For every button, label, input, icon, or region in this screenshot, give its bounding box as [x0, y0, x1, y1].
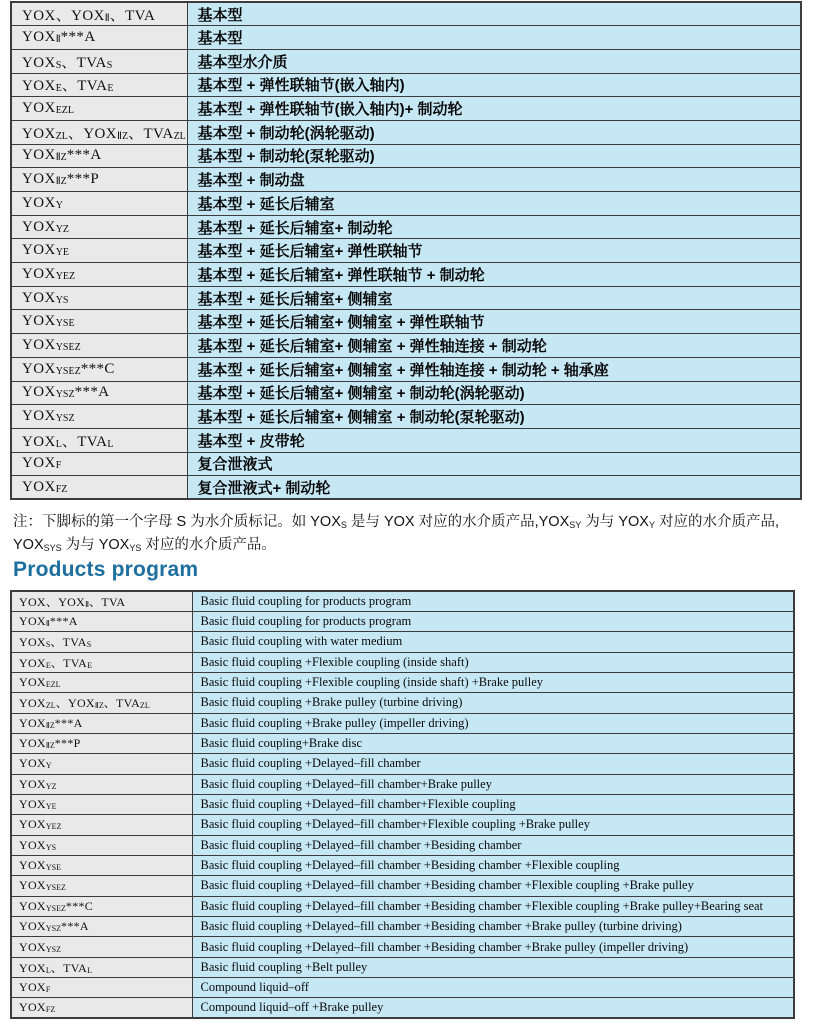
- model-cell: $YOX_F$: [11, 452, 187, 476]
- description-cell: 基本型 + 延长后辅室+ 侧辅室 + 弹性轴连接 + 制动轮: [187, 334, 801, 358]
- table-row: [11, 26, 801, 50]
- model-cell: $YOX_{ⅡZ}***P$: [11, 733, 192, 753]
- model-cell: $YOX_{YSE}$: [11, 855, 192, 875]
- description-cell: 基本型 + 延长后辅室+ 侧辅室 + 制动轮(涡轮驱动): [187, 381, 801, 405]
- table-row: [11, 476, 801, 500]
- model-cell: $YOX_{FZ}$: [11, 476, 187, 500]
- description-cell: Basic fluid coupling +Delayed–fill chamber +Besiding chamber +Brake pulley (impeller driving): [192, 937, 794, 957]
- description-cell: Basic fluid coupling with water medium: [192, 632, 794, 652]
- model-cell: $YOX_{YSEZ}***C$: [11, 896, 192, 916]
- model-cell: $YOX_{ⅡZ}***P$: [11, 168, 187, 192]
- description-cell: 基本型 + 延长后辅室+ 弹性联轴节: [187, 239, 801, 263]
- model-cell: $YOX_Y$: [11, 192, 187, 216]
- products-table-english-body: [11, 591, 794, 1018]
- model-cell: $YOX_{EZL}$: [11, 97, 187, 121]
- description-cell: Basic fluid coupling +Delayed–fill chamber +Besiding chamber +Flexible coupling +Brake pulley: [192, 876, 794, 896]
- description-cell: 基本型 + 延长后辅室+ 制动轮: [187, 215, 801, 239]
- model-cell: YOX、$YOX_Ⅱ$、TVA: [11, 2, 187, 26]
- table-row: [11, 917, 794, 937]
- description-cell: 基本型 + 延长后辅室+ 侧辅室: [187, 286, 801, 310]
- description-cell: 基本型 + 延长后辅室: [187, 192, 801, 216]
- model-cell: $YOX_{YEZ}$: [11, 815, 192, 835]
- model-cell: $YOX_{YSZ}***A$: [11, 381, 187, 405]
- table-row: [11, 381, 801, 405]
- description-cell: Basic fluid coupling +Belt pulley: [192, 957, 794, 977]
- table-row: [11, 215, 801, 239]
- description-cell: 基本型 + 延长后辅室+ 侧辅室 + 弹性联轴节: [187, 310, 801, 334]
- table-row: [11, 835, 794, 855]
- description-cell: 基本型 + 延长后辅室+ 侧辅室 + 弹性轴连接 + 制动轮 + 轴承座: [187, 357, 801, 381]
- table-row: [11, 73, 801, 97]
- table-row: [11, 334, 801, 358]
- description-cell: 基本型 + 延长后辅室+ 弹性联轴节 + 制动轮: [187, 263, 801, 287]
- table-row: [11, 120, 801, 144]
- products-table-chinese-body: [11, 2, 801, 499]
- table-row: [11, 998, 794, 1018]
- description-cell: Basic fluid coupling+Brake disc: [192, 733, 794, 753]
- description-cell: Basic fluid coupling +Delayed–fill chamber+Flexible coupling: [192, 794, 794, 814]
- description-cell: 基本型 + 制动盘: [187, 168, 801, 192]
- table-row: [11, 815, 794, 835]
- products-program-heading: Products program: [13, 558, 199, 581]
- model-cell: $YOX_{FZ}$: [11, 998, 192, 1018]
- table-row: [11, 192, 801, 216]
- description-cell: Basic fluid coupling +Delayed–fill chamber +Besiding chamber +Flexible coupling: [192, 855, 794, 875]
- products-table-english: [10, 590, 795, 1019]
- model-cell: $YOX_{ZL}$、$YOX_{ⅡZ}$、$TVA_{ZL}$: [11, 120, 187, 144]
- description-cell: Basic fluid coupling +Delayed–fill chamber +Besiding chamber +Brake pulley (turbine driving): [192, 917, 794, 937]
- model-cell: $YOX_{YE}$: [11, 794, 192, 814]
- products-table-chinese: [10, 1, 802, 500]
- table-row: [11, 97, 801, 121]
- table-row: [11, 452, 801, 476]
- model-cell: $YOX_{YEZ}$: [11, 263, 187, 287]
- table-row: [11, 2, 801, 26]
- model-cell: $YOX_{YSZ}***A$: [11, 917, 192, 937]
- table-row: [11, 632, 794, 652]
- description-cell: Compound liquid–off +Brake pulley: [192, 998, 794, 1018]
- description-cell: Basic fluid coupling for products program: [192, 611, 794, 631]
- model-cell: $YOX_{ⅡZ}***A$: [11, 144, 187, 168]
- description-cell: 基本型 + 弹性联轴节(嵌入轴内): [187, 73, 801, 97]
- table-row: [11, 937, 794, 957]
- table-row: [11, 713, 794, 733]
- table-row: [11, 591, 794, 611]
- model-cell: $YOX_{YSZ}$: [11, 937, 192, 957]
- description-cell: 基本型 + 制动轮(泵轮驱动): [187, 144, 801, 168]
- model-cell: $YOX_S$、$TVA_S$: [11, 632, 192, 652]
- description-cell: Basic fluid coupling +Flexible coupling (inside shaft) +Brake pulley: [192, 672, 794, 692]
- description-cell: 基本型 + 延长后辅室+ 侧辅室 + 制动轮(泵轮驱动): [187, 405, 801, 429]
- table-row: [11, 855, 794, 875]
- table-row: [11, 896, 794, 916]
- table-row: [11, 286, 801, 310]
- table-row: [11, 168, 801, 192]
- table-row: [11, 310, 801, 334]
- model-cell: $YOX_{ⅡZ}***A$: [11, 713, 192, 733]
- model-cell: $YOX_L$、$TVA_L$: [11, 957, 192, 977]
- description-cell: Basic fluid coupling +Brake pulley (impeller driving): [192, 713, 794, 733]
- description-cell: 基本型 + 制动轮(涡轮驱动): [187, 120, 801, 144]
- table-row: [11, 263, 801, 287]
- description-cell: Basic fluid coupling +Delayed–fill chamber +Besiding chamber: [192, 835, 794, 855]
- table-row: [11, 144, 801, 168]
- description-cell: Compound liquid–off: [192, 978, 794, 998]
- model-cell: $YOX_S$、$TVA_S$: [11, 49, 187, 73]
- model-cell: $YOX_{YS}$: [11, 835, 192, 855]
- model-cell: $YOX_{YS}$: [11, 286, 187, 310]
- model-cell: $YOX_{YSEZ}$: [11, 334, 187, 358]
- description-cell: Basic fluid coupling +Delayed–fill chamber+Flexible coupling +Brake pulley: [192, 815, 794, 835]
- description-cell: Basic fluid coupling +Delayed–fill chamber +Besiding chamber +Flexible coupling +Brake pulley+Bearing seat: [192, 896, 794, 916]
- description-cell: 基本型 + 弹性联轴节(嵌入轴内)+ 制动轮: [187, 97, 801, 121]
- model-cell: $YOX_{YZ}$: [11, 774, 192, 794]
- table-row: [11, 774, 794, 794]
- table-row: [11, 978, 794, 998]
- description-cell: Basic fluid coupling for products program: [192, 591, 794, 611]
- description-cell: 基本型水介质: [187, 49, 801, 73]
- note-text: [13, 511, 805, 558]
- model-cell: $YOX_Ⅱ***A$: [11, 26, 187, 50]
- model-cell: $YOX_L$、$TVA_L$: [11, 428, 187, 452]
- table-row: [11, 876, 794, 896]
- description-cell: 基本型: [187, 26, 801, 50]
- model-cell: $YOX_Ⅱ***A$: [11, 611, 192, 631]
- table-row: [11, 672, 794, 692]
- note-line: 注：下脚标的第一个字母 S 为水介质标记。如 $YOX_S$ 是与 YOX 对应的水介质产品$,YOX_{SY}$ 为与 $YOX_Y$ 对应的水介质产品,: [13, 514, 780, 530]
- table-row: [11, 754, 794, 774]
- table-row: [11, 611, 794, 631]
- description-cell: Basic fluid coupling +Delayed–fill chamber+Brake pulley: [192, 774, 794, 794]
- model-cell: $YOX_{YSZ}$: [11, 405, 187, 429]
- table-row: [11, 693, 794, 713]
- description-cell: 复合泄液式: [187, 452, 801, 476]
- model-cell: $YOX_E$、$TVA_E$: [11, 73, 187, 97]
- description-cell: Basic fluid coupling +Delayed–fill chamber: [192, 754, 794, 774]
- description-cell: Basic fluid coupling +Brake pulley (turbine driving): [192, 693, 794, 713]
- table-row: [11, 428, 801, 452]
- model-cell: $YOX_Y$: [11, 754, 192, 774]
- table-row: [11, 239, 801, 263]
- table-row: [11, 357, 801, 381]
- table-row: [11, 957, 794, 977]
- model-cell: $YOX_F$: [11, 978, 192, 998]
- model-cell: $YOX_{YZ}$: [11, 215, 187, 239]
- table-row: [11, 652, 794, 672]
- description-cell: 基本型: [187, 2, 801, 26]
- model-cell: $YOX_{YE}$: [11, 239, 187, 263]
- model-cell: $YOX_E$、$TVA_E$: [11, 652, 192, 672]
- model-cell: $YOX_{YSE}$: [11, 310, 187, 334]
- table-row: [11, 733, 794, 753]
- description-cell: Basic fluid coupling +Flexible coupling (inside shaft): [192, 652, 794, 672]
- description-cell: 复合泄液式+ 制动轮: [187, 476, 801, 500]
- table-row: [11, 49, 801, 73]
- table-row: [11, 405, 801, 429]
- note-line: $YOX_{SYS}$ 为与 $YOX_{YS}$ 对应的水介质产品。: [13, 537, 276, 554]
- model-cell: $YOX_{YSEZ}***C$: [11, 357, 187, 381]
- model-cell: $YOX_{YSEZ}$: [11, 876, 192, 896]
- model-cell: YOX、$YOX_Ⅱ$、TVA: [11, 591, 192, 611]
- model-cell: $YOX_{EZL}$: [11, 672, 192, 692]
- description-cell: 基本型 + 皮带轮: [187, 428, 801, 452]
- model-cell: $YOX_{ZL}$、$YOX_{ⅡZ}$、$TVA_{ZL}$: [11, 693, 192, 713]
- table-row: [11, 794, 794, 814]
